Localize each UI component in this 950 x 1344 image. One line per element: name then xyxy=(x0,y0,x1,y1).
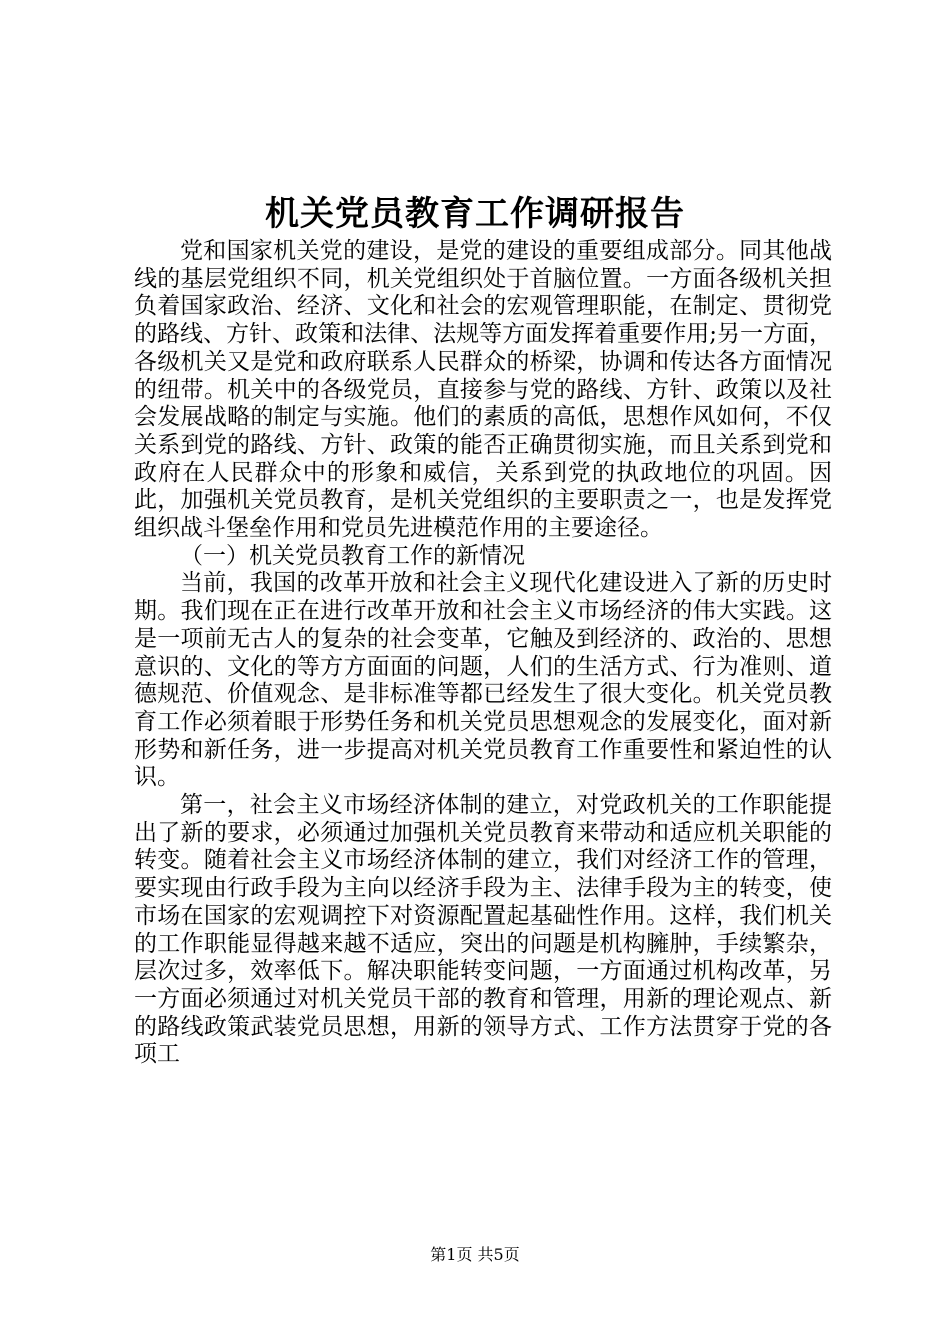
document-title: 机关党员教育工作调研报告 xyxy=(265,194,685,234)
page-number-footer: 第1页 共5页 xyxy=(430,1245,520,1264)
paragraph-current-situation: 当前，我国的改革开放和社会主义现代化建设进入了新的历史时期。我们现在正在进行改革开放和社会主义市场经济的伟大实践。这是一项前无古人的复杂的社会变革，它触及到经济的、政治的、思想意识的、文化的等方方面面的问题，人们的生活方式、行为准则、道德规范、价值观念、是非标准等都已经发生了很大变化。机关党员教育工作必须着眼于形势任务和机关党员思想观念的发展变化，面对新形势和新任务，进一步提高对机关党员教育工作重要性和紧迫性的认识。 xyxy=(134,570,832,791)
document-body xyxy=(134,238,832,1069)
paragraph-first-point: 第一，社会主义市场经济体制的建立，对党政机关的工作职能提出了新的要求，必须通过加强机关党员教育来带动和适应机关职能的转变。随着社会主义市场经济体制的建立，我们对经济工作的管理，要实现由行政手段为主向以经济手段为主、法律手段为主的转变，使市场在国家的宏观调控下对资源配置起基础性作用。这样，我们机关的工作职能显得越来越不适应，突出的问题是机构臃肿，手续繁杂，层次过多，效率低下。解决职能转变问题，一方面通过机构改革，另一方面必须通过对机关党员干部的教育和管理，用新的理论观点、新的路线政策武装党员思想，用新的领导方式、工作方法贯穿于党的各项工 xyxy=(134,792,832,1068)
paragraph-intro: 党和国家机关党的建设，是党的建设的重要组成部分。同其他战线的基层党组织不同，机关党组织处于首脑位置。一方面各级机关担负着国家政治、经济、文化和社会的宏观管理职能，在制定、贯彻党的路线、方针、政策和法律、法规等方面发挥着重要作用;另一方面，各级机关又是党和政府联系人民群众的桥梁，协调和传达各方面情况的纽带。机关中的各级党员，直接参与党的路线、方针、政策以及社会发展战略的制定与实施。他们的素质的高低，思想作风如何，不仅关系到党的路线、方针、政策的能否正确贯彻实施，而且关系到党和政府在人民群众中的形象和威信，关系到党的执政地位的巩固。因此，加强机关党员教育，是机关党组织的主要职责之一，也是发挥党组织战斗堡垒作用和党员先进模范作用的主要途径。 xyxy=(134,238,832,542)
section-heading: （一）机关党员教育工作的新情况 xyxy=(180,542,525,569)
